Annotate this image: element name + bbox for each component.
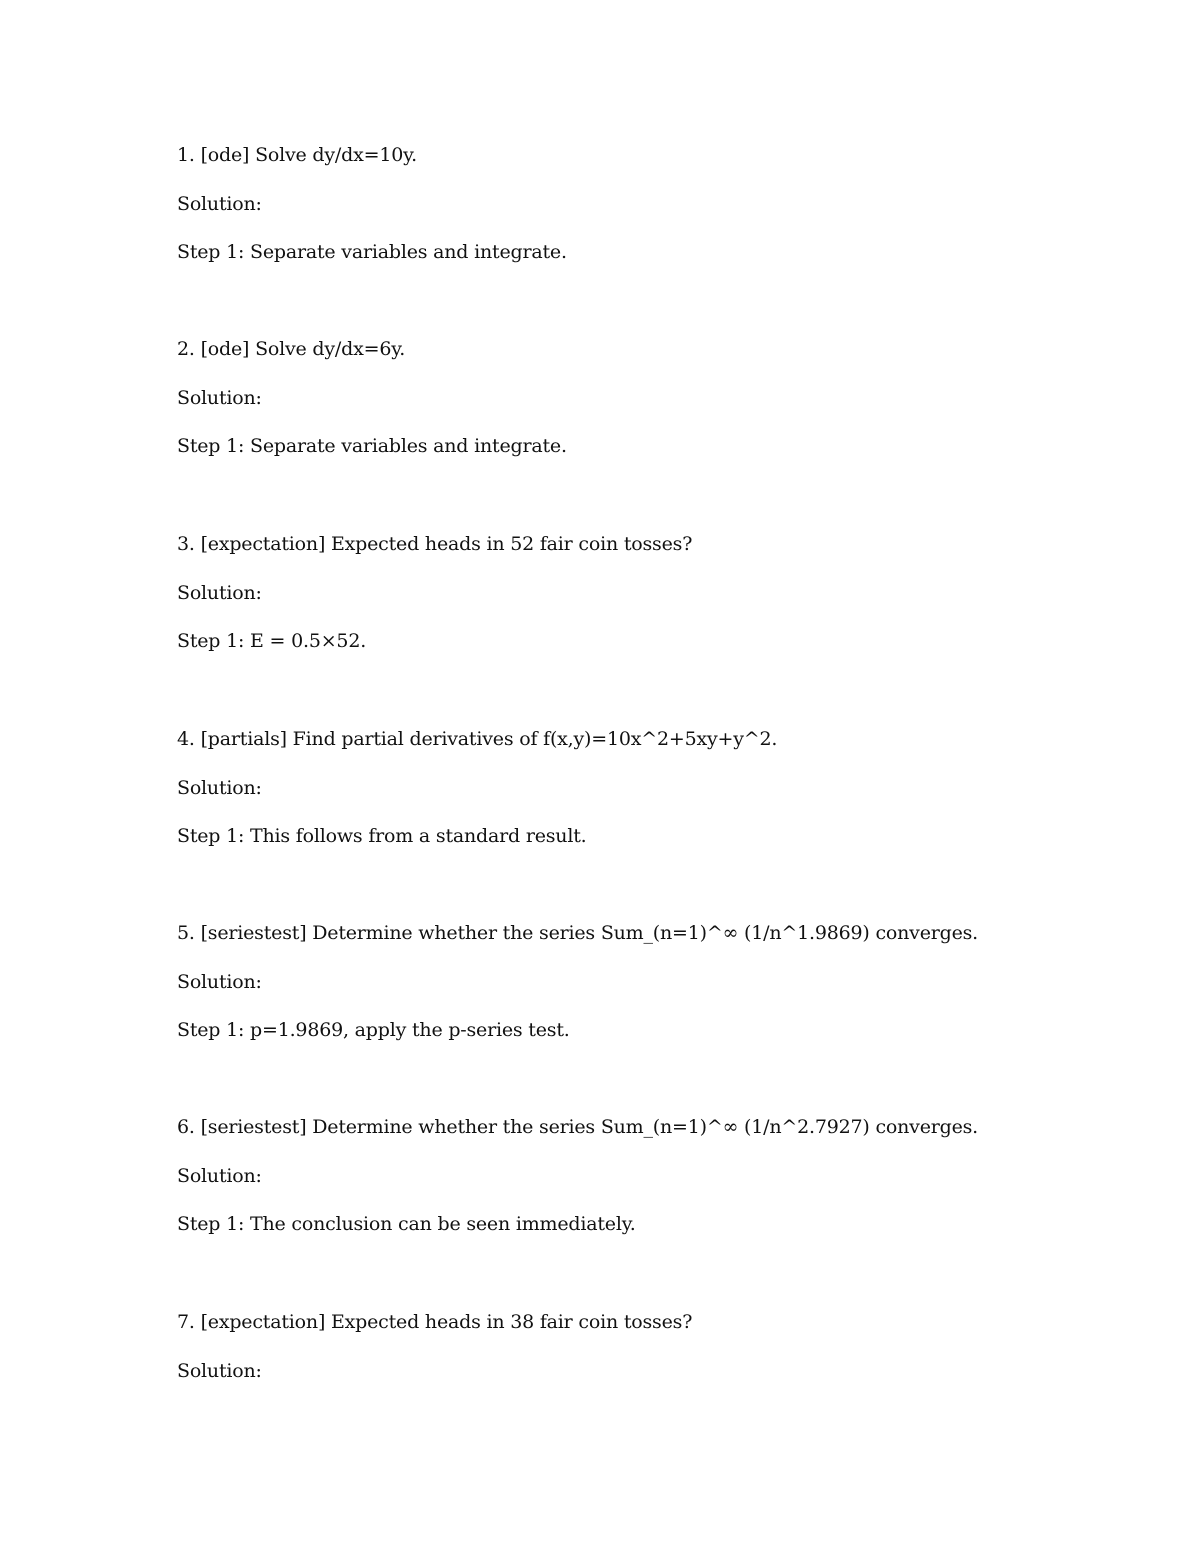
- problem-question: 2. [ode] Solve dy/dx=6y.: [177, 338, 406, 360]
- solution-step: Step 1: This follows from a standard result.: [177, 825, 587, 847]
- problem-question: 7. [expectation] Expected heads in 38 fair coin tosses?: [177, 1311, 693, 1333]
- solution-label: Solution:: [177, 387, 262, 409]
- problem-question: 3. [expectation] Expected heads in 52 fair coin tosses?: [177, 533, 693, 555]
- problem-question: 6. [seriestest] Determine whether the series Sum_(n=1)^∞ (1/n^2.7927) converges.: [177, 1116, 979, 1138]
- solution-label: Solution:: [177, 582, 262, 604]
- solution-label: Solution:: [177, 193, 262, 215]
- solution-step: Step 1: E = 0.5×52.: [177, 630, 367, 652]
- solution-step: Step 1: The conclusion can be seen immediately.: [177, 1213, 636, 1235]
- solution-label: Solution:: [177, 1165, 262, 1187]
- solution-step: Step 1: Separate variables and integrate.: [177, 435, 567, 457]
- solution-step: Step 1: Separate variables and integrate.: [177, 241, 567, 263]
- solution-label: Solution:: [177, 777, 262, 799]
- problem-question: 1. [ode] Solve dy/dx=10y.: [177, 144, 417, 166]
- problem-question: 4. [partials] Find partial derivatives of f(x,y)=10x^2+5xy+y^2.: [177, 728, 778, 750]
- problem-question: 5. [seriestest] Determine whether the series Sum_(n=1)^∞ (1/n^1.9869) converges.: [177, 922, 979, 944]
- solution-step: Step 1: p=1.9869, apply the p-series test.: [177, 1019, 570, 1041]
- solution-label: Solution:: [177, 971, 262, 993]
- solution-label: Solution:: [177, 1360, 262, 1382]
